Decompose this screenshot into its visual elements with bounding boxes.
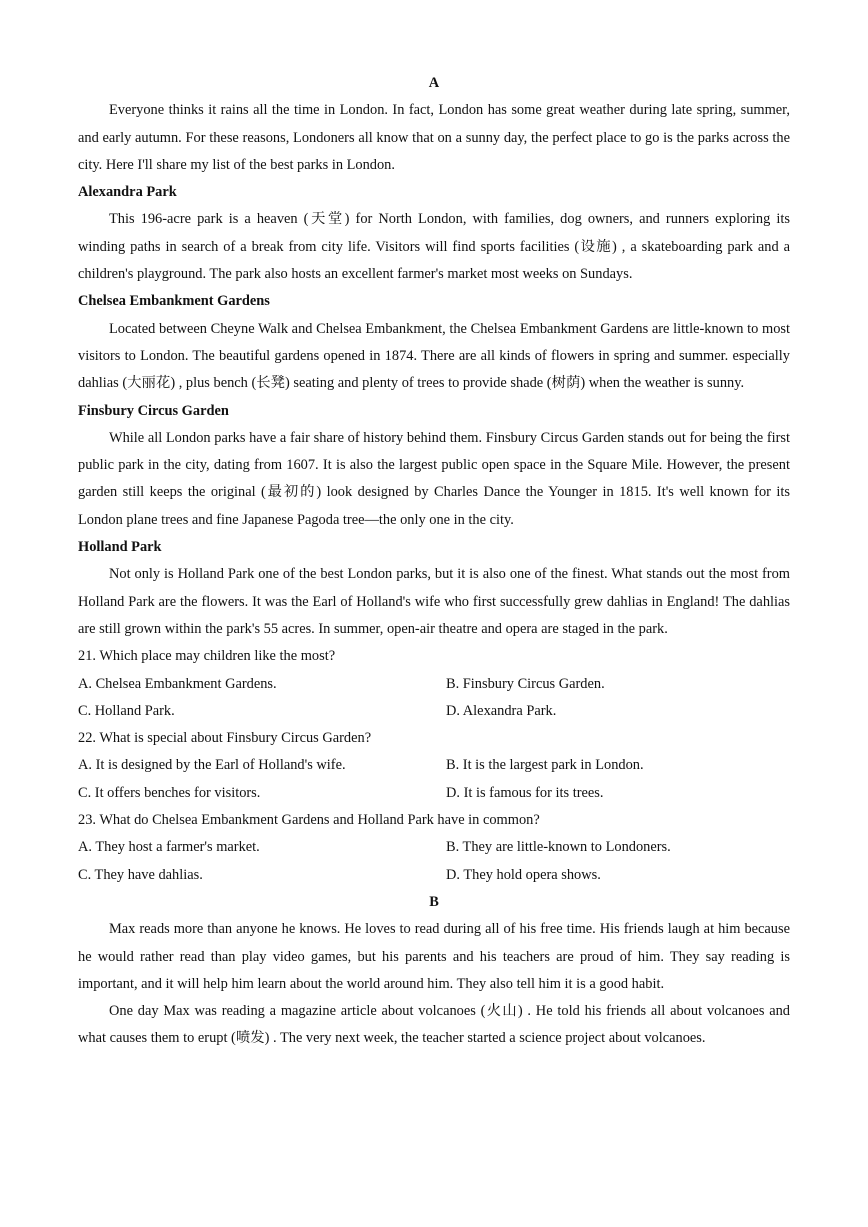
question-21-option-a: A. Chelsea Embankment Gardens.	[78, 675, 277, 692]
question-22-option-a: A. It is designed by the Earl of Holland's wife.	[78, 757, 346, 774]
park-heading-finsbury: Finsbury Circus Garden	[78, 402, 229, 419]
question-23-option-a: A. They host a farmer's market.	[78, 839, 260, 856]
question-21-option-b: B. Finsbury Circus Garden.	[446, 675, 605, 692]
park-text-finsbury: While all London parks have a fair share of history behind them. Finsbury Circus Garden stands out for being the first public park in the city, dating from 1607. It is also the largest public open space in the Square Mile. However, the present garden still keeps the original (最初的) look designed by Charles Dance the Younger in 1815. It's well known for its London plane trees and fine Japanese Pagoda tree—the only one in the city.	[78, 429, 790, 528]
section-b-paragraph-2: One day Max was reading a magazine article about volcanoes (火山) . He told his friends all about volcanoes and what causes them to erupt (喷发) . The very next week, the teacher started a science project about volcanoes.	[78, 1003, 790, 1047]
park-heading-alexandra: Alexandra Park	[78, 184, 177, 201]
park-heading-chelsea: Chelsea Embankment Gardens	[78, 293, 270, 310]
question-22-option-c: C. It offers benches for visitors.	[78, 784, 261, 801]
document-page	[78, 70, 790, 1053]
question-23-option-b: B. They are little-known to Londoners.	[446, 839, 671, 856]
park-text-alexandra: This 196-acre park is a heaven (天堂) for North London, with families, dog owners, and runners exploring its winding paths in search of a break from city life. Visitors will find sports facilities (设施) , a skateboarding park and a children's playground. The park also hosts an excellent farmer's market most weeks on Sundays.	[78, 211, 790, 283]
park-heading-holland: Holland Park	[78, 539, 162, 556]
question-22-option-b: B. It is the largest park in London.	[446, 757, 644, 774]
park-text-holland: Not only is Holland Park one of the best London parks, but it is also one of the finest. What stands out the most from Holland Park are the flowers. It was the Earl of Holland's wife who first successfully grew dahlias in England! The dahlias are still grown within the park's 55 acres. In summer, open-air theatre and opera are staged in the park.	[78, 566, 790, 637]
question-22-options-row-2	[78, 780, 790, 807]
question-21-option-d: D. Alexandra Park.	[446, 702, 557, 719]
question-22-option-d: D. It is famous for its trees.	[446, 784, 604, 801]
question-21-options-row-2	[78, 698, 790, 725]
question-23-option-d: D. They hold opera shows.	[446, 866, 601, 883]
section-a-intro: Everyone thinks it rains all the time in London. In fact, London has some great weather during late spring, summer, and early autumn. For these reasons, Londoners all know that on a sunny day, the perfect place to go is the parks across the city. Here I'll share my list of the best parks in London.	[78, 102, 790, 173]
question-22-options-row-1	[78, 752, 790, 779]
question-23-stem: 23. What do Chelsea Embankment Gardens and Holland Park have in common?	[78, 812, 540, 829]
section-b-paragraph-1: Max reads more than anyone he knows. He loves to read during all of his free time. His friends laugh at him because he would rather read than play video games, but his parents and his teachers are proud of him. They say reading is important, and it will help him learn about the world around him. They also tell him it is a good habit.	[78, 921, 790, 992]
question-21-stem: 21. Which place may children like the most?	[78, 648, 336, 665]
section-a-title: A	[428, 75, 440, 91]
park-text-chelsea: Located between Cheyne Walk and Chelsea Embankment, the Chelsea Embankment Gardens are little-known to most visitors to London. The beautiful gardens opened in 1874. There are all kinds of flowers in spring and summer. especially dahlias (大丽花) , plus bench (长凳) seating and plenty of trees to provide shade (树荫) when the weather is sunny.	[78, 320, 790, 392]
question-22-stem: 22. What is special about Finsbury Circus Garden?	[78, 730, 372, 747]
question-23-options-row-2	[78, 862, 790, 889]
question-21-option-c: C. Holland Park.	[78, 702, 175, 719]
question-23-options-row-1	[78, 834, 790, 861]
question-23-option-c: C. They have dahlias.	[78, 866, 203, 883]
question-21-options-row-1	[78, 671, 790, 698]
section-b-title: B	[429, 893, 439, 910]
